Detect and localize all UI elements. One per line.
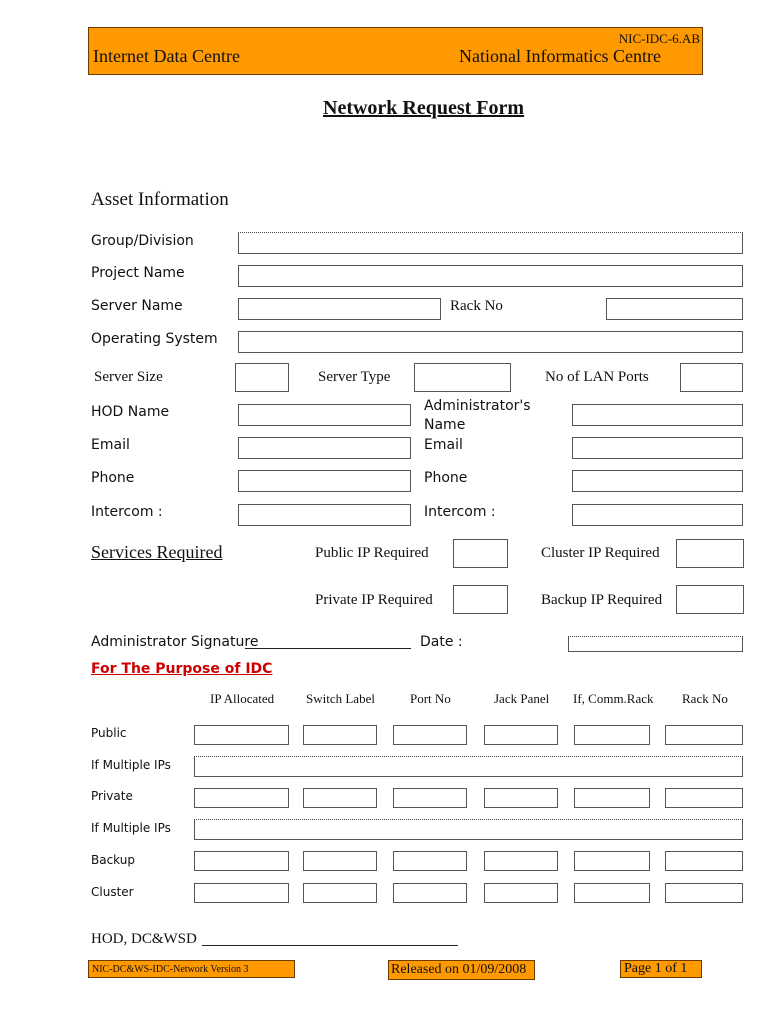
public-comm-rack-field[interactable] — [574, 725, 650, 745]
column-header: Jack Panel — [494, 691, 550, 706]
footer-page — [620, 960, 702, 978]
row-label-cluster: Cluster — [91, 885, 134, 899]
cluster-ip-label: Cluster IP Required — [541, 545, 660, 561]
private-multiple-ips-field[interactable] — [194, 819, 743, 840]
public-ip-label: Public IP Required — [315, 545, 429, 561]
private-switch-label-field[interactable] — [303, 788, 377, 808]
admin-email-label: Email — [424, 437, 463, 453]
admin-name-label-line2: Name — [424, 417, 466, 433]
hod-intercom-field[interactable] — [238, 504, 411, 526]
admin-email-field[interactable] — [572, 437, 743, 459]
hod-name-label: HOD Name — [91, 404, 170, 420]
server-type-field[interactable] — [414, 363, 511, 392]
public-ip-allocated-field[interactable] — [194, 725, 289, 745]
row-label-backup: Backup — [91, 853, 135, 867]
private-jack-panel-field[interactable] — [484, 788, 558, 808]
backup-ip-allocated-field[interactable] — [194, 851, 289, 871]
cluster-ip-allocated-field[interactable] — [194, 883, 289, 903]
column-header: Port No — [410, 691, 451, 706]
hod-name-field[interactable] — [238, 404, 411, 426]
hod-email-label: Email — [91, 437, 130, 453]
header-bar — [88, 27, 703, 75]
private-port-no-field[interactable] — [393, 788, 467, 808]
footer-version-text: NIC-DC&WS-IDC-Network Version 3 — [92, 964, 249, 975]
private-rack-no-field[interactable] — [665, 788, 743, 808]
services-section-heading: Services Required — [91, 542, 223, 562]
backup-comm-rack-field[interactable] — [574, 851, 650, 871]
row-label-if-multiple-ips: If Multiple IPs — [91, 758, 171, 772]
operating-system-field[interactable] — [238, 331, 743, 353]
public-jack-panel-field[interactable] — [484, 725, 558, 745]
asset-section-heading: Asset Information — [91, 189, 229, 210]
lan-ports-label: No of LAN Ports — [545, 369, 649, 385]
public-port-no-field[interactable] — [393, 725, 467, 745]
hod-phone-label: Phone — [91, 470, 135, 486]
public-multiple-ips-field[interactable] — [194, 756, 743, 777]
column-header: Rack No — [682, 691, 728, 706]
rack-no-field[interactable] — [606, 298, 743, 320]
column-header: If, Comm.Rack — [573, 691, 654, 706]
private-comm-rack-field[interactable] — [574, 788, 650, 808]
backup-ip-label: Backup IP Required — [541, 592, 663, 608]
public-switch-label-field[interactable] — [303, 725, 377, 745]
admin-signature-line[interactable] — [245, 648, 411, 649]
server-size-label: Server Size — [94, 369, 163, 385]
lan-ports-field[interactable] — [680, 363, 743, 392]
project-name-label: Project Name — [91, 265, 185, 281]
cluster-jack-panel-field[interactable] — [484, 883, 558, 903]
column-header: Switch Label — [306, 691, 375, 706]
server-name-label: Server Name — [91, 298, 183, 314]
admin-intercom-label: Intercom : — [424, 504, 496, 520]
private-ip-checkbox[interactable] — [453, 585, 508, 614]
hod-signature-line[interactable] — [202, 945, 458, 946]
admin-name-label-line1: Administrator's — [424, 398, 531, 414]
row-label-if-multiple-ips: If Multiple IPs — [91, 821, 171, 835]
private-ip-allocated-field[interactable] — [194, 788, 289, 808]
admin-name-field[interactable] — [572, 404, 743, 426]
group-division-label: Group/Division — [91, 233, 194, 249]
group-division-field[interactable] — [238, 232, 743, 254]
hod-phone-field[interactable] — [238, 470, 411, 492]
private-ip-label: Private IP Required — [315, 592, 433, 608]
header-left-title: Internet Data Centre — [93, 46, 240, 66]
hod-intercom-label: Intercom : — [91, 504, 163, 520]
rack-no-label: Rack No — [450, 298, 503, 314]
cluster-rack-no-field[interactable] — [665, 883, 743, 903]
backup-jack-panel-field[interactable] — [484, 851, 558, 871]
cluster-switch-label-field[interactable] — [303, 883, 377, 903]
cluster-comm-rack-field[interactable] — [574, 883, 650, 903]
row-label-private: Private — [91, 789, 133, 803]
server-name-field[interactable] — [238, 298, 441, 320]
date-field[interactable] — [568, 636, 743, 652]
page-title: Network Request Form — [323, 97, 525, 119]
hod-email-field[interactable] — [238, 437, 411, 459]
footer-released-text: Released on 01/09/2008 — [391, 962, 527, 977]
cluster-ip-checkbox[interactable] — [676, 539, 744, 568]
row-label-public: Public — [91, 726, 127, 740]
form-code: NIC-IDC-6.AB — [618, 31, 700, 46]
header-right-title: National Informatics Centre — [459, 46, 661, 66]
column-header: IP Allocated — [210, 691, 275, 706]
backup-ip-checkbox[interactable] — [676, 585, 744, 614]
footer-version — [88, 960, 295, 978]
admin-signature-label: Administrator Signature — [91, 634, 259, 650]
admin-intercom-field[interactable] — [572, 504, 743, 526]
backup-rack-no-field[interactable] — [665, 851, 743, 871]
cluster-port-no-field[interactable] — [393, 883, 467, 903]
date-label: Date : — [420, 634, 463, 650]
public-rack-no-field[interactable] — [665, 725, 743, 745]
footer-page-text: Page 1 of 1 — [624, 961, 688, 976]
admin-phone-field[interactable] — [572, 470, 743, 492]
idc-section-heading: For The Purpose of IDC — [91, 661, 273, 677]
server-type-label: Server Type — [318, 369, 391, 385]
project-name-field[interactable] — [238, 265, 743, 287]
public-ip-checkbox[interactable] — [453, 539, 508, 568]
operating-system-label: Operating System — [91, 331, 218, 347]
backup-switch-label-field[interactable] — [303, 851, 377, 871]
admin-phone-label: Phone — [424, 470, 468, 486]
server-size-field[interactable] — [235, 363, 289, 392]
backup-port-no-field[interactable] — [393, 851, 467, 871]
footer-released — [388, 960, 535, 980]
hod-sign-label: HOD, DC&WSD — [91, 931, 197, 947]
